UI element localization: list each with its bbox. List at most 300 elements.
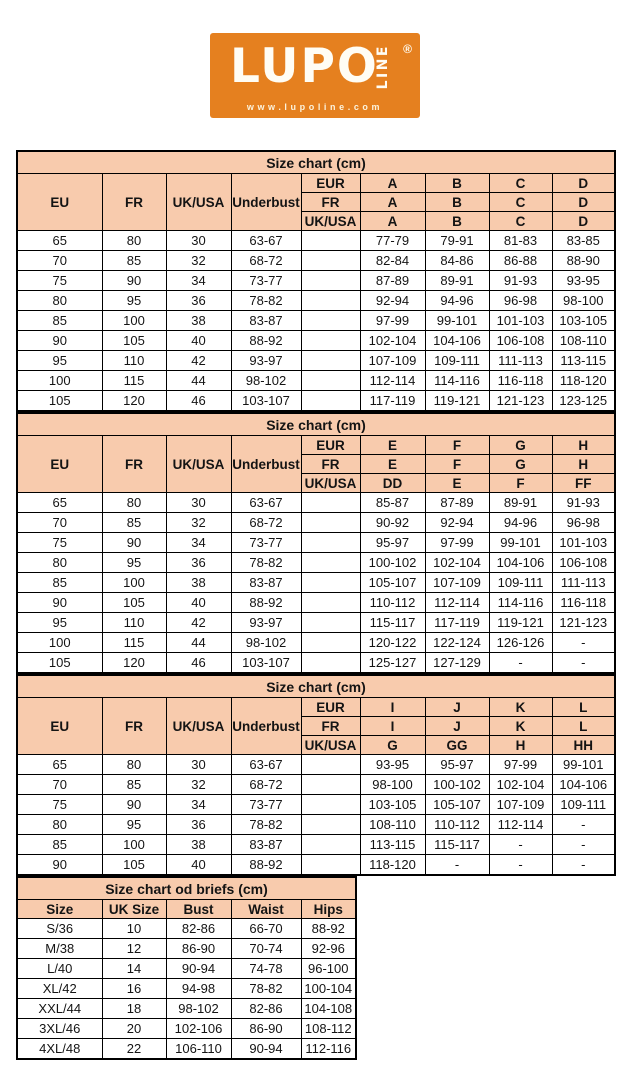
- underbust-size-cell: 88-92: [231, 855, 301, 876]
- uk-size-cell: 34: [166, 271, 231, 291]
- uk-size-cell: 14: [102, 959, 166, 979]
- cup-header: I: [360, 698, 425, 717]
- fr-size-cell: 105: [102, 331, 166, 351]
- uk-size-cell: 36: [166, 553, 231, 573]
- uk-size-cell: 42: [166, 613, 231, 633]
- cup-header: D: [552, 174, 615, 193]
- bust-cell: 82-86: [166, 919, 231, 939]
- cup-range-cell: 94-96: [425, 291, 489, 311]
- eu-size-cell: 95: [17, 613, 102, 633]
- system-spacer-cell: [301, 573, 360, 593]
- cup-range-cell: 84-86: [425, 251, 489, 271]
- cup-range-cell: 95-97: [360, 533, 425, 553]
- cup-range-cell: 96-98: [489, 291, 552, 311]
- system-spacer-cell: [301, 653, 360, 674]
- cup-range-cell: 101-103: [489, 311, 552, 331]
- cup-range-cell: 125-127: [360, 653, 425, 674]
- bust-cell: 90-94: [166, 959, 231, 979]
- column-header: EU: [17, 698, 102, 755]
- bra-size-chart-3: [16, 674, 616, 876]
- system-spacer-cell: [301, 351, 360, 371]
- cup-range-cell: -: [552, 835, 615, 855]
- hips-cell: 100-104: [301, 979, 356, 999]
- fr-size-cell: 120: [102, 653, 166, 674]
- size-chart-page: [0, 33, 630, 1070]
- system-spacer-cell: [301, 855, 360, 876]
- eu-size-cell: 75: [17, 795, 102, 815]
- cup-header: D: [552, 212, 615, 231]
- system-spacer-cell: [301, 815, 360, 835]
- cup-range-cell: 115-117: [360, 613, 425, 633]
- underbust-size-cell: 78-82: [231, 553, 301, 573]
- column-header: Underbust: [231, 698, 301, 755]
- cup-range-cell: 123-125: [552, 391, 615, 412]
- bra-size-chart-2: [16, 412, 616, 674]
- underbust-size-cell: 63-67: [231, 231, 301, 251]
- cup-range-cell: 98-100: [360, 775, 425, 795]
- underbust-size-cell: 98-102: [231, 633, 301, 653]
- bust-cell: 98-102: [166, 999, 231, 1019]
- cup-header: A: [360, 193, 425, 212]
- system-spacer-cell: [301, 633, 360, 653]
- cup-range-cell: 79-91: [425, 231, 489, 251]
- waist-cell: 66-70: [231, 919, 301, 939]
- cup-range-cell: 127-129: [425, 653, 489, 674]
- system-spacer-cell: [301, 291, 360, 311]
- underbust-size-cell: 78-82: [231, 815, 301, 835]
- bust-cell: 86-90: [166, 939, 231, 959]
- cup-range-cell: 109-111: [552, 795, 615, 815]
- waist-cell: 90-94: [231, 1039, 301, 1060]
- cup-range-cell: 126-126: [489, 633, 552, 653]
- system-spacer-cell: [301, 795, 360, 815]
- brand-logo: [210, 33, 420, 118]
- cup-range-cell: 121-123: [552, 613, 615, 633]
- eu-size-cell: 85: [17, 835, 102, 855]
- cup-range-cell: 81-83: [489, 231, 552, 251]
- cup-header: E: [360, 436, 425, 455]
- cup-range-cell: 85-87: [360, 493, 425, 513]
- cup-range-cell: -: [489, 855, 552, 876]
- underbust-size-cell: 83-87: [231, 573, 301, 593]
- cup-range-cell: 107-109: [360, 351, 425, 371]
- uk-size-cell: 44: [166, 371, 231, 391]
- cup-header: L: [552, 698, 615, 717]
- table-title: Size chart od briefs (cm): [17, 877, 356, 900]
- uk-size-cell: 20: [102, 1019, 166, 1039]
- size-cell: 4XL/48: [17, 1039, 102, 1060]
- eu-size-cell: 65: [17, 231, 102, 251]
- fr-size-cell: 95: [102, 553, 166, 573]
- cup-header: FF: [552, 474, 615, 493]
- fr-size-cell: 100: [102, 835, 166, 855]
- size-system-label: UK/USA: [301, 212, 360, 231]
- cup-header: J: [425, 698, 489, 717]
- cup-range-cell: 112-114: [489, 815, 552, 835]
- cup-header: I: [360, 717, 425, 736]
- cup-range-cell: 99-101: [425, 311, 489, 331]
- cup-range-cell: 105-107: [360, 573, 425, 593]
- cup-range-cell: 103-105: [552, 311, 615, 331]
- waist-cell: 74-78: [231, 959, 301, 979]
- eu-size-cell: 90: [17, 855, 102, 876]
- system-spacer-cell: [301, 835, 360, 855]
- underbust-size-cell: 93-97: [231, 351, 301, 371]
- fr-size-cell: 90: [102, 795, 166, 815]
- eu-size-cell: 70: [17, 775, 102, 795]
- cup-range-cell: 121-123: [489, 391, 552, 412]
- column-header: UK/USA: [166, 698, 231, 755]
- system-spacer-cell: [301, 331, 360, 351]
- uk-size-cell: 38: [166, 311, 231, 331]
- system-spacer-cell: [301, 775, 360, 795]
- underbust-size-cell: 93-97: [231, 613, 301, 633]
- cup-range-cell: 83-85: [552, 231, 615, 251]
- cup-header: H: [552, 436, 615, 455]
- column-header: Underbust: [231, 174, 301, 231]
- cup-range-cell: 114-116: [489, 593, 552, 613]
- uk-size-cell: 32: [166, 251, 231, 271]
- cup-range-cell: 106-108: [552, 553, 615, 573]
- column-header: FR: [102, 698, 166, 755]
- cup-header: J: [425, 717, 489, 736]
- column-header: Waist: [231, 900, 301, 919]
- fr-size-cell: 95: [102, 291, 166, 311]
- cup-range-cell: 118-120: [360, 855, 425, 876]
- size-cell: L/40: [17, 959, 102, 979]
- cup-header: E: [360, 455, 425, 474]
- uk-size-cell: 40: [166, 331, 231, 351]
- system-spacer-cell: [301, 593, 360, 613]
- cup-range-cell: -: [489, 835, 552, 855]
- uk-size-cell: 38: [166, 835, 231, 855]
- column-header: EU: [17, 174, 102, 231]
- size-cell: XXL/44: [17, 999, 102, 1019]
- size-system-label: FR: [301, 717, 360, 736]
- size-tables-container: [0, 150, 630, 1060]
- system-spacer-cell: [301, 613, 360, 633]
- cup-range-cell: 112-114: [360, 371, 425, 391]
- system-spacer-cell: [301, 755, 360, 775]
- cup-range-cell: 111-113: [552, 573, 615, 593]
- waist-cell: 86-90: [231, 1019, 301, 1039]
- uk-size-cell: 36: [166, 815, 231, 835]
- fr-size-cell: 110: [102, 351, 166, 371]
- size-system-label: EUR: [301, 174, 360, 193]
- cup-header: A: [360, 212, 425, 231]
- fr-size-cell: 115: [102, 633, 166, 653]
- cup-range-cell: 100-102: [425, 775, 489, 795]
- cup-header: F: [425, 436, 489, 455]
- cup-header: B: [425, 193, 489, 212]
- uk-size-cell: 18: [102, 999, 166, 1019]
- cup-range-cell: 102-104: [360, 331, 425, 351]
- cup-range-cell: 89-91: [489, 493, 552, 513]
- uk-size-cell: 36: [166, 291, 231, 311]
- system-spacer-cell: [301, 251, 360, 271]
- bust-cell: 94-98: [166, 979, 231, 999]
- registered-trademark-icon: ®: [403, 42, 412, 56]
- eu-size-cell: 85: [17, 573, 102, 593]
- bust-cell: 102-106: [166, 1019, 231, 1039]
- cup-range-cell: 102-104: [425, 553, 489, 573]
- size-system-label: EUR: [301, 698, 360, 717]
- system-spacer-cell: [301, 371, 360, 391]
- cup-range-cell: 97-99: [360, 311, 425, 331]
- eu-size-cell: 105: [17, 391, 102, 412]
- cup-range-cell: 118-120: [552, 371, 615, 391]
- size-system-label: UK/USA: [301, 474, 360, 493]
- uk-size-cell: 38: [166, 573, 231, 593]
- table-title: Size chart (cm): [17, 675, 615, 698]
- fr-size-cell: 100: [102, 573, 166, 593]
- eu-size-cell: 70: [17, 251, 102, 271]
- cup-range-cell: 110-112: [425, 815, 489, 835]
- column-header: EU: [17, 436, 102, 493]
- system-spacer-cell: [301, 513, 360, 533]
- size-cell: S/36: [17, 919, 102, 939]
- cup-header: B: [425, 212, 489, 231]
- cup-range-cell: 117-119: [360, 391, 425, 412]
- underbust-size-cell: 103-107: [231, 391, 301, 412]
- underbust-size-cell: 63-67: [231, 755, 301, 775]
- eu-size-cell: 95: [17, 351, 102, 371]
- underbust-size-cell: 73-77: [231, 533, 301, 553]
- cup-range-cell: 107-109: [425, 573, 489, 593]
- cup-range-cell: 97-99: [425, 533, 489, 553]
- uk-size-cell: 30: [166, 231, 231, 251]
- cup-header: H: [489, 736, 552, 755]
- brand-website: www.lupoline.com: [246, 102, 384, 112]
- cup-header: K: [489, 717, 552, 736]
- cup-header: G: [360, 736, 425, 755]
- cup-range-cell: -: [489, 653, 552, 674]
- eu-size-cell: 100: [17, 371, 102, 391]
- cup-range-cell: 88-90: [552, 251, 615, 271]
- underbust-size-cell: 98-102: [231, 371, 301, 391]
- fr-size-cell: 90: [102, 533, 166, 553]
- size-cell: XL/42: [17, 979, 102, 999]
- cup-range-cell: 86-88: [489, 251, 552, 271]
- cup-range-cell: 108-110: [552, 331, 615, 351]
- underbust-size-cell: 88-92: [231, 331, 301, 351]
- cup-header: GG: [425, 736, 489, 755]
- hips-cell: 112-116: [301, 1039, 356, 1060]
- cup-range-cell: -: [552, 633, 615, 653]
- hips-cell: 96-100: [301, 959, 356, 979]
- brand-name: LUPO: [230, 39, 379, 94]
- eu-size-cell: 80: [17, 553, 102, 573]
- size-cell: M/38: [17, 939, 102, 959]
- cup-header: K: [489, 698, 552, 717]
- cup-range-cell: 95-97: [425, 755, 489, 775]
- system-spacer-cell: [301, 231, 360, 251]
- uk-size-cell: 12: [102, 939, 166, 959]
- cup-range-cell: 96-98: [552, 513, 615, 533]
- underbust-size-cell: 63-67: [231, 493, 301, 513]
- cup-range-cell: 82-84: [360, 251, 425, 271]
- cup-range-cell: 100-102: [360, 553, 425, 573]
- column-header: FR: [102, 174, 166, 231]
- cup-range-cell: -: [552, 815, 615, 835]
- fr-size-cell: 115: [102, 371, 166, 391]
- cup-range-cell: 90-92: [360, 513, 425, 533]
- eu-size-cell: 105: [17, 653, 102, 674]
- cup-range-cell: 112-114: [425, 593, 489, 613]
- cup-header: HH: [552, 736, 615, 755]
- fr-size-cell: 90: [102, 271, 166, 291]
- uk-size-cell: 46: [166, 391, 231, 412]
- waist-cell: 82-86: [231, 999, 301, 1019]
- uk-size-cell: 34: [166, 533, 231, 553]
- cup-header: E: [425, 474, 489, 493]
- cup-range-cell: 91-93: [552, 493, 615, 513]
- system-spacer-cell: [301, 493, 360, 513]
- column-header: Bust: [166, 900, 231, 919]
- cup-range-cell: 98-100: [552, 291, 615, 311]
- cup-range-cell: 116-118: [552, 593, 615, 613]
- column-header: Size: [17, 900, 102, 919]
- column-header: UK/USA: [166, 436, 231, 493]
- eu-size-cell: 100: [17, 633, 102, 653]
- uk-size-cell: 40: [166, 593, 231, 613]
- eu-size-cell: 65: [17, 755, 102, 775]
- cup-range-cell: 94-96: [489, 513, 552, 533]
- eu-size-cell: 70: [17, 513, 102, 533]
- underbust-size-cell: 68-72: [231, 775, 301, 795]
- system-spacer-cell: [301, 391, 360, 412]
- cup-range-cell: 109-111: [489, 573, 552, 593]
- cup-range-cell: 93-95: [360, 755, 425, 775]
- uk-size-cell: 34: [166, 795, 231, 815]
- uk-size-cell: 10: [102, 919, 166, 939]
- underbust-size-cell: 78-82: [231, 291, 301, 311]
- cup-range-cell: 92-94: [360, 291, 425, 311]
- cup-header: G: [489, 455, 552, 474]
- cup-range-cell: 103-105: [360, 795, 425, 815]
- cup-range-cell: 99-101: [489, 533, 552, 553]
- column-header: UK/USA: [166, 174, 231, 231]
- eu-size-cell: 90: [17, 331, 102, 351]
- cup-range-cell: 116-118: [489, 371, 552, 391]
- size-system-label: UK/USA: [301, 736, 360, 755]
- cup-range-cell: 120-122: [360, 633, 425, 653]
- uk-size-cell: 22: [102, 1039, 166, 1060]
- cup-range-cell: -: [552, 653, 615, 674]
- cup-range-cell: 77-79: [360, 231, 425, 251]
- uk-size-cell: 30: [166, 493, 231, 513]
- eu-size-cell: 75: [17, 533, 102, 553]
- underbust-size-cell: 73-77: [231, 795, 301, 815]
- waist-cell: 70-74: [231, 939, 301, 959]
- system-spacer-cell: [301, 271, 360, 291]
- brand-subname: LINE: [375, 44, 391, 90]
- uk-size-cell: 46: [166, 653, 231, 674]
- cup-range-cell: 87-89: [360, 271, 425, 291]
- fr-size-cell: 80: [102, 755, 166, 775]
- size-system-label: FR: [301, 455, 360, 474]
- fr-size-cell: 105: [102, 855, 166, 876]
- uk-size-cell: 40: [166, 855, 231, 876]
- cup-range-cell: 107-109: [489, 795, 552, 815]
- bra-size-chart-1: [16, 150, 616, 412]
- cup-header: L: [552, 717, 615, 736]
- cup-range-cell: 92-94: [425, 513, 489, 533]
- cup-header: C: [489, 193, 552, 212]
- uk-size-cell: 30: [166, 755, 231, 775]
- underbust-size-cell: 103-107: [231, 653, 301, 674]
- eu-size-cell: 80: [17, 291, 102, 311]
- size-system-label: FR: [301, 193, 360, 212]
- cup-range-cell: 115-117: [425, 835, 489, 855]
- eu-size-cell: 85: [17, 311, 102, 331]
- column-header: FR: [102, 436, 166, 493]
- cup-range-cell: 104-106: [489, 553, 552, 573]
- underbust-size-cell: 73-77: [231, 271, 301, 291]
- cup-header: C: [489, 174, 552, 193]
- system-spacer-cell: [301, 311, 360, 331]
- underbust-size-cell: 83-87: [231, 311, 301, 331]
- cup-range-cell: 105-107: [425, 795, 489, 815]
- cup-range-cell: 106-108: [489, 331, 552, 351]
- cup-header: F: [489, 474, 552, 493]
- cup-range-cell: 113-115: [552, 351, 615, 371]
- column-header: UK Size: [102, 900, 166, 919]
- bust-cell: 106-110: [166, 1039, 231, 1060]
- cup-range-cell: 93-95: [552, 271, 615, 291]
- cup-range-cell: 101-103: [552, 533, 615, 553]
- cup-range-cell: 109-111: [425, 351, 489, 371]
- cup-range-cell: 91-93: [489, 271, 552, 291]
- cup-range-cell: 111-113: [489, 351, 552, 371]
- cup-range-cell: 117-119: [425, 613, 489, 633]
- hips-cell: 88-92: [301, 919, 356, 939]
- fr-size-cell: 85: [102, 251, 166, 271]
- eu-size-cell: 65: [17, 493, 102, 513]
- underbust-size-cell: 83-87: [231, 835, 301, 855]
- cup-header: D: [552, 193, 615, 212]
- column-header: Underbust: [231, 436, 301, 493]
- uk-size-cell: 16: [102, 979, 166, 999]
- underbust-size-cell: 68-72: [231, 251, 301, 271]
- uk-size-cell: 42: [166, 351, 231, 371]
- cup-header: B: [425, 174, 489, 193]
- system-spacer-cell: [301, 533, 360, 553]
- eu-size-cell: 80: [17, 815, 102, 835]
- fr-size-cell: 80: [102, 493, 166, 513]
- briefs-size-chart: [16, 876, 357, 1060]
- cup-range-cell: 99-101: [552, 755, 615, 775]
- hips-cell: 92-96: [301, 939, 356, 959]
- cup-range-cell: 104-106: [552, 775, 615, 795]
- size-cell: 3XL/46: [17, 1019, 102, 1039]
- cup-range-cell: 108-110: [360, 815, 425, 835]
- cup-range-cell: 119-121: [489, 613, 552, 633]
- cup-range-cell: -: [425, 855, 489, 876]
- cup-header: F: [425, 455, 489, 474]
- underbust-size-cell: 88-92: [231, 593, 301, 613]
- system-spacer-cell: [301, 553, 360, 573]
- cup-range-cell: 114-116: [425, 371, 489, 391]
- uk-size-cell: 32: [166, 775, 231, 795]
- eu-size-cell: 90: [17, 593, 102, 613]
- fr-size-cell: 85: [102, 513, 166, 533]
- fr-size-cell: 105: [102, 593, 166, 613]
- column-header: Hips: [301, 900, 356, 919]
- uk-size-cell: 32: [166, 513, 231, 533]
- hips-cell: 108-112: [301, 1019, 356, 1039]
- fr-size-cell: 100: [102, 311, 166, 331]
